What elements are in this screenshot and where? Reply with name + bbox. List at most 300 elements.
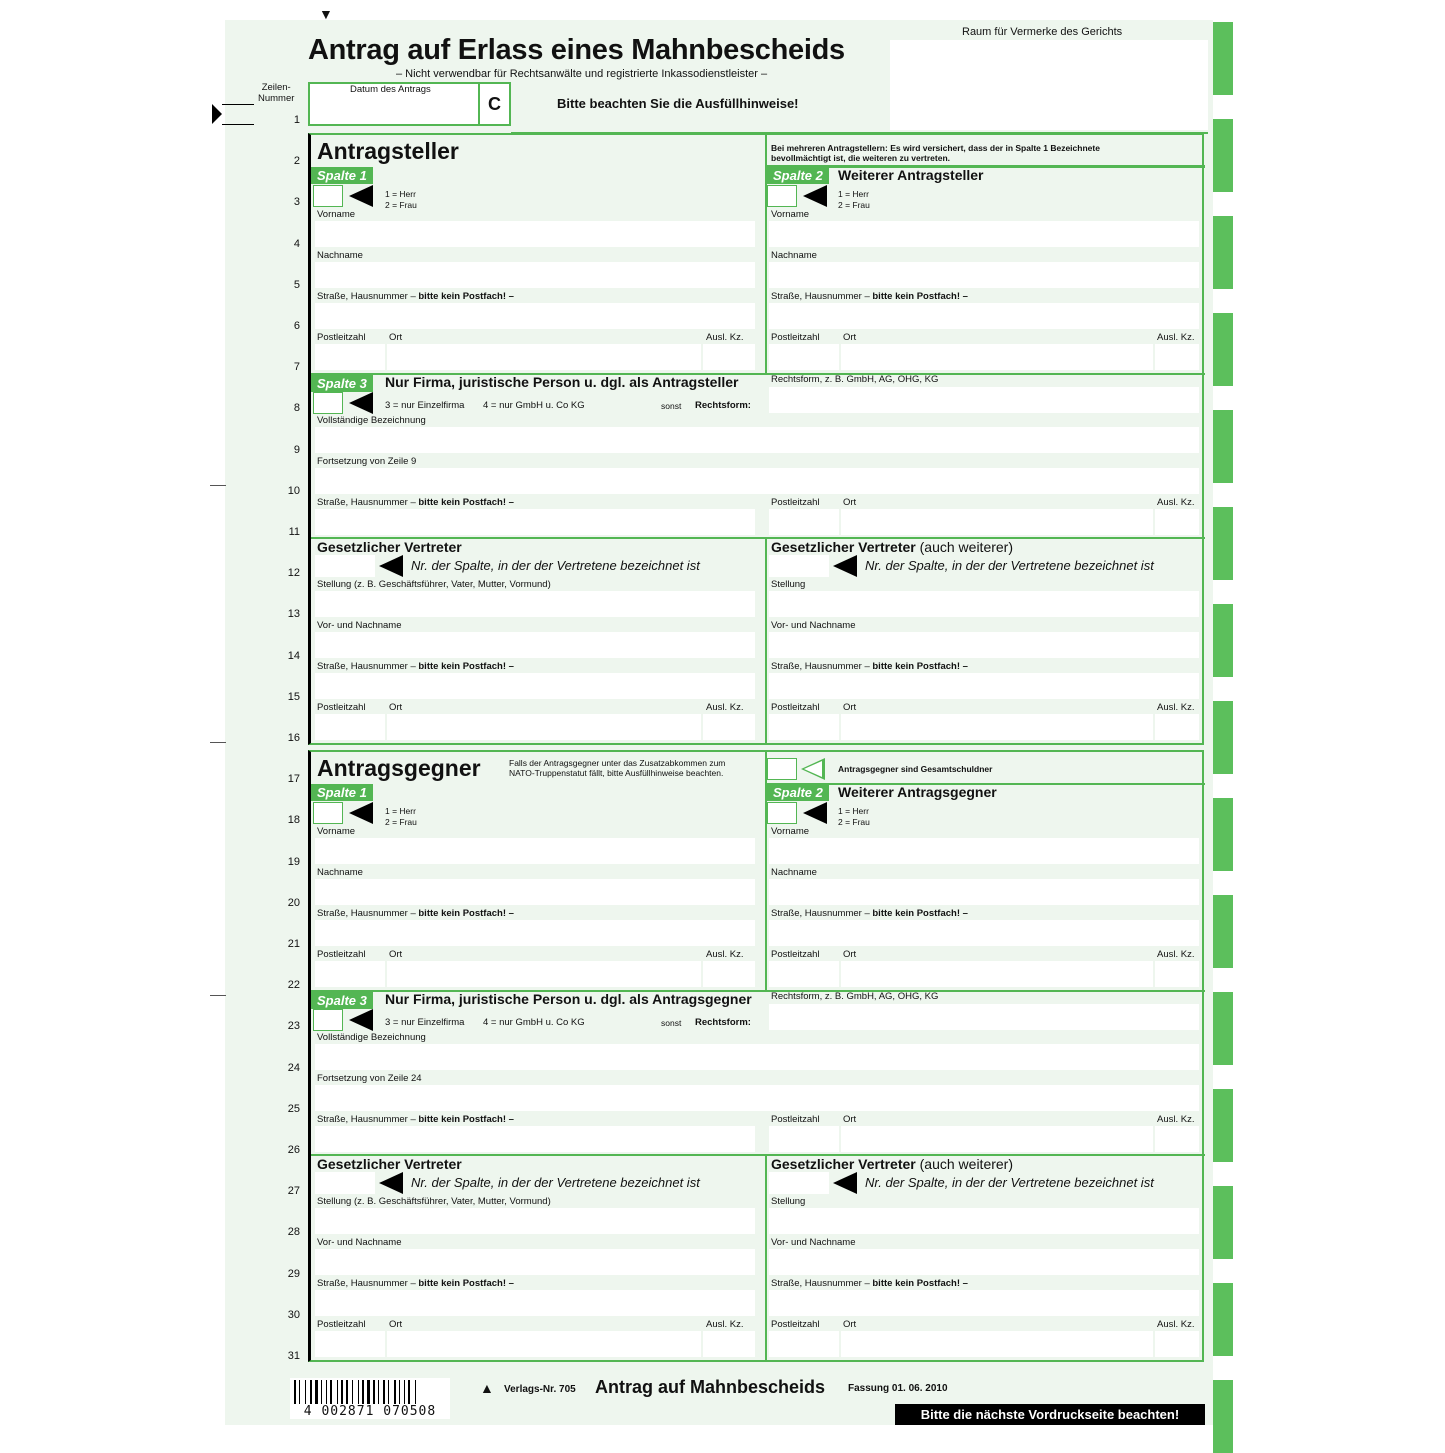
gv2-column-nr-field[interactable] [769,1172,829,1194]
edge-marker [1213,1380,1233,1453]
label-plz: Postleitzahl [317,332,366,343]
label-strasse-bold: bitte kein Postfach! – [418,1278,514,1289]
rechtsform-label: Rechtsform: [695,400,751,411]
date-box [308,82,511,126]
form-title: Antrag auf Erlass eines Mahnbescheids [308,34,845,66]
firma-strasse-field[interactable] [315,1126,755,1152]
spalte-2-badge: Spalte 2 [767,784,829,801]
edge-marker [1213,992,1233,1065]
label-strasse-bold: bitte kein Postfach! – [872,908,968,919]
date-label: Datum des Antrags [350,84,431,95]
auslkz-field[interactable] [703,344,755,370]
label-strasse-bold: bitte kein Postfach! – [872,661,968,672]
label-strasse-bold: bitte kein Postfach! – [872,1278,968,1289]
rechtsform-field[interactable] [769,387,1199,413]
line-number: 23 [287,1020,300,1033]
label-strasse-prefix: Straße, Hausnummer – [771,908,873,919]
nachname-field[interactable] [315,262,755,288]
label-vorname: Vorname [317,826,356,837]
barcode-bar [341,1380,343,1406]
barcode-bar [399,1380,400,1406]
fold-mark [210,995,226,996]
label-strasse-bold: bitte kein Postfach! – [418,291,514,302]
label-strasse-bold: bitte kein Postfach! – [872,291,968,302]
pointer-arrow-icon [349,392,373,414]
line-number: 13 [287,608,300,621]
rechtsform-hint: Rechtsform, z. B. GmbH, AG, OHG, KG [771,991,939,1002]
label-vollst: Vollständige Bezeichnung [317,1032,426,1043]
firma-title: Nur Firma, juristische Person u. dgl. als Antragsgegner [385,991,752,1007]
firma-option-4: 4 = nur GmbH u. Co KG [483,1017,585,1028]
label-strasse [317,661,514,672]
pointer-arrow-icon [349,185,373,207]
gv2-auslkz-field[interactable] [1155,714,1199,740]
label-ort: Ort [843,702,857,713]
anrede-options: 1 = Herr 2 = Frau [385,189,417,210]
label-auslkz: Ausl. Kz. [1157,1319,1195,1330]
line-number: 24 [287,1061,300,1074]
edge-marker [1213,1089,1233,1162]
gv-auslkz-field[interactable] [703,1331,755,1357]
line-number: 28 [287,1226,300,1239]
gv2-title-main: Gesetzlicher Vertreter [771,539,916,555]
anrede-box[interactable] [313,185,343,207]
anrede-options: 1 = Herr 2 = Frau [838,189,870,210]
gv2-auslkz-field[interactable] [1155,1331,1199,1357]
label-ort: Ort [843,1319,857,1330]
label-plz: Postleitzahl [771,702,820,713]
line-number: 7 [293,361,300,374]
line-number: 29 [287,1267,300,1280]
gv-name-field[interactable] [315,632,755,658]
label-ort: Ort [389,1319,403,1330]
barcode-bar [294,1380,296,1406]
gv2-plz-field[interactable] [769,714,839,740]
barcode-bar [310,1380,312,1406]
edge-marker [1213,604,1233,677]
vorname-field[interactable] [315,221,755,247]
label-ort: Ort [843,332,857,343]
hint-text: Bitte beachten Sie die Ausfüllhinweise! [557,96,799,111]
gv2-stellung-field[interactable] [769,1208,1199,1234]
spalte-2-badge: Spalte 2 [767,167,829,184]
label-strasse [317,291,514,302]
gv2-ort-field[interactable] [841,1331,1153,1357]
label-strasse [317,1278,514,1289]
edge-marker [1213,22,1233,95]
line-number: 3 [293,196,300,209]
gesamtschuldner-box[interactable] [767,758,797,780]
gv2-title [771,539,1013,555]
strasse-field[interactable] [315,920,755,946]
barcode-bar [408,1380,410,1406]
anrede-options: 1 = Herr 2 = Frau [838,806,870,827]
firma-auslkz-field[interactable] [1155,509,1199,535]
edge-marker [1213,216,1233,289]
gv-plz-field[interactable] [315,714,385,740]
section-heading: Antragsteller [317,138,459,164]
label-nachname: Nachname [317,250,363,261]
ort-field[interactable] [387,344,701,370]
gv2-title [771,1156,1013,1172]
barcode-bar [352,1380,353,1406]
barcode-bar [358,1380,359,1406]
plz-field-2[interactable] [769,344,839,370]
vorname-field[interactable] [315,838,755,864]
strasse-field[interactable] [315,303,755,329]
ort-field-2[interactable] [841,344,1153,370]
label-strasse-prefix: Straße, Hausnummer – [317,1278,419,1289]
line-number: 26 [287,1144,300,1156]
form-letter: C [488,94,501,114]
gv-stellung-field[interactable] [315,1208,755,1234]
label-plz: Postleitzahl [317,1319,366,1330]
label-ort: Ort [389,702,403,713]
fold-mark [210,742,226,743]
line-number: 16 [287,732,300,744]
label-vor-nach: Vor- und Nachname [771,620,856,631]
section-antragsgegner [308,750,1204,1362]
label-fortsetzung: Fortsetzung von Zeile 24 [317,1073,422,1084]
barcode [290,1378,450,1418]
label-strasse [317,497,514,508]
firma-title: Nur Firma, juristische Person u. dgl. als Antragsteller [385,374,739,390]
pointer-arrow-icon [349,802,373,824]
pointer-arrow-icon [803,802,827,824]
firma-ort-field[interactable] [841,1126,1153,1152]
firma-type-box[interactable] [313,1009,343,1031]
label-vorname: Vorname [771,826,810,837]
edge-marker [1213,1186,1233,1259]
line-number: 2 [293,155,300,168]
publisher-number: Verlags-Nr. 705 [504,1384,576,1395]
vorname-field-2[interactable] [769,221,1199,247]
line-number: 5 [293,278,300,291]
column-divider [765,537,767,745]
pointer-arrow-icon [379,555,403,577]
label-auslkz: Ausl. Kz. [1157,1114,1195,1125]
gv2-title-suffix: (auch weiterer) [919,1156,1014,1172]
gv-plz-field[interactable] [315,1331,385,1357]
label-strasse-prefix: Straße, Hausnummer – [317,291,419,302]
anrede-box[interactable] [313,802,343,824]
gv-title: Gesetzlicher Vertreter [317,539,462,555]
form-subtitle: – Nicht verwendbar für Rechtsanwälte und registrierte Inkassodienstleister – [396,68,768,80]
edge-marker [1213,119,1233,192]
label-strasse [317,908,514,919]
label-vorname: Vorname [771,209,810,220]
edge-marker [1213,895,1233,968]
barcode-bar [394,1380,396,1406]
label-ort: Ort [843,1114,857,1125]
firma-plz-field[interactable] [769,1126,839,1152]
label-strasse [771,908,968,919]
gv-nr-hint: Nr. der Spalte, in der der Vertretene bezeichnet ist [865,558,1154,573]
firma-plz-field[interactable] [769,509,839,535]
label-plz: Postleitzahl [771,1114,820,1125]
label-strasse-prefix: Straße, Hausnummer – [317,497,419,508]
gv-nr-hint: Nr. der Spalte, in der der Vertretene bezeichnet ist [411,558,700,573]
gv2-strasse-field[interactable] [769,673,1199,699]
label-auslkz: Ausl. Kz. [1157,949,1195,960]
edge-marker [1213,507,1233,580]
barcode-bar [404,1380,405,1406]
spalte-3-badge: Spalte 3 [311,375,373,392]
gv-nr-hint: Nr. der Spalte, in der der Vertretene bezeichnet ist [865,1175,1154,1190]
ort-field-2[interactable] [841,961,1153,987]
firma-option-3: 3 = nur Einzelfirma [385,1017,465,1028]
nato-note: Falls der Antragsgegner unter das Zusatzabkommen zum NATO-Truppenstatut fällt, bitte Ausfüllhinweise beachten. [509,758,726,778]
gv-column-nr-field[interactable] [315,555,375,577]
gv2-stellung-field[interactable] [769,591,1199,617]
nachname-field[interactable] [315,879,755,905]
vorname-field-2[interactable] [769,838,1199,864]
line-number: 6 [293,320,300,332]
gv2-column-nr-field[interactable] [769,555,829,577]
plz-field-2[interactable] [769,961,839,987]
triangle-marker-icon: ▼ [319,6,333,22]
barcode-bar [362,1380,364,1406]
pointer-arrow-icon [349,1009,373,1031]
label-stellung: Stellung (z. B. Geschäftsführer, Vater, Mutter, Vormund) [317,579,551,590]
gv2-title-suffix: (auch weiterer) [919,539,1014,555]
line-number: 17 [287,773,300,786]
barcode-bar [373,1380,375,1406]
label-auslkz: Ausl. Kz. [706,1319,744,1330]
gv2-name-field[interactable] [769,632,1199,658]
barcode-bar [346,1380,348,1406]
pointer-arrow-icon [833,555,857,577]
label-auslkz: Ausl. Kz. [706,702,744,713]
gv2-title-main: Gesetzlicher Vertreter [771,1156,916,1172]
label-stellung: Stellung (z. B. Geschäftsführer, Vater, Mutter, Vormund) [317,1196,551,1207]
label-strasse-prefix: Straße, Hausnummer – [317,908,419,919]
label-auslkz: Ausl. Kz. [706,332,744,343]
anrede-box-2[interactable] [767,185,797,207]
firma-strasse-field[interactable] [315,509,755,535]
footer-title: Antrag auf Mahnbescheids [595,1377,826,1397]
ort-field[interactable] [387,961,701,987]
line-number: 27 [287,1185,300,1198]
edge-marker [1213,1283,1233,1356]
line-number: 8 [293,402,300,415]
col2-title: Weiterer Antragsgegner [838,784,997,800]
marker-line [222,124,254,125]
gesamtschuldner-label: Antragsgegner sind Gesamtschuldner [838,764,993,774]
line-number: 1 [293,114,300,126]
pointer-arrow-icon [803,185,827,207]
gv-column-nr-field[interactable] [315,1172,375,1194]
gv2-plz-field[interactable] [769,1331,839,1357]
firma-type-box[interactable] [313,392,343,414]
rechtsform-label: Rechtsform: [695,1017,751,1028]
gv-ort-field[interactable] [387,1331,701,1357]
multi-applicant-note: Bei mehreren Antragstellern: Es wird versichert, dass der in Spalte 1 Bezeichnete bevollmächtigt ist, die weiteren zu vertreten. [771,143,1100,163]
line-number: 14 [287,649,300,662]
plz-field[interactable] [315,344,385,370]
court-note-label: Raum für Vermerke des Gerichts [962,26,1123,38]
barcode-bar [337,1380,338,1406]
label-vorname: Vorname [317,209,356,220]
gv-strasse-field[interactable] [315,1290,755,1316]
pointer-outline-icon [801,758,825,780]
barcode-bar [326,1380,327,1406]
barcode-bar [299,1380,300,1406]
spalte-1-badge: Spalte 1 [311,167,373,184]
label-strasse [771,661,968,672]
firma-option-4: 4 = nur GmbH u. Co KG [483,400,585,411]
fortsetzung-field[interactable] [315,468,1199,494]
label-plz: Postleitzahl [771,949,820,960]
label-strasse-bold: bitte kein Postfach! – [418,1114,514,1125]
line-number: 4 [293,237,300,250]
nachname-field-2[interactable] [769,262,1199,288]
gv-strasse-field[interactable] [315,673,755,699]
label-plz: Postleitzahl [771,497,820,508]
barcode-bar [330,1380,332,1406]
gv2-ort-field[interactable] [841,714,1153,740]
divider [765,166,1205,168]
sonst-label: sonst [661,401,682,411]
label-nachname: Nachname [771,250,817,261]
label-strasse-prefix: Straße, Hausnummer – [317,661,419,672]
label-plz: Postleitzahl [317,949,366,960]
divider [478,84,480,124]
spalte-1-badge: Spalte 1 [311,784,373,801]
line-number: 15 [287,690,300,703]
label-strasse-prefix: Straße, Hausnummer – [317,1114,419,1125]
label-plz: Postleitzahl [317,702,366,713]
gv2-name-field[interactable] [769,1249,1199,1275]
label-auslkz: Ausl. Kz. [1157,332,1195,343]
vollst-field[interactable] [315,427,1199,453]
line-number: 18 [287,814,300,827]
barcode-bars [294,1380,446,1406]
date-field[interactable] [312,96,478,122]
label-plz: Postleitzahl [771,332,820,343]
line-marker-icon [212,104,222,124]
edge-marker [1213,798,1233,871]
marker-line [222,104,254,105]
line-number: 10 [287,484,300,497]
label-stellung: Stellung [771,579,806,590]
label-strasse [317,1114,514,1125]
label-plz: Postleitzahl [771,1319,820,1330]
fortsetzung-field[interactable] [315,1085,1199,1111]
anrede-box-2[interactable] [767,802,797,824]
nachname-field-2[interactable] [769,879,1199,905]
label-strasse-prefix: Straße, Hausnummer – [771,1278,873,1289]
barcode-bar [315,1380,318,1406]
barcode-bar [378,1380,379,1406]
firma-option-3: 3 = nur Einzelfirma [385,400,465,411]
label-strasse-prefix: Straße, Hausnummer – [771,291,873,302]
label-strasse-bold: bitte kein Postfach! – [418,908,514,919]
gv2-strasse-field[interactable] [769,1290,1199,1316]
line-number-header: Zeilen- Nummer [258,82,295,104]
gv-auslkz-field[interactable] [703,714,755,740]
label-strasse-bold: bitte kein Postfach! – [418,661,514,672]
firma-ort-field[interactable] [841,509,1153,535]
anrede-options: 1 = Herr 2 = Frau [385,806,417,827]
label-vor-nach: Vor- und Nachname [317,1237,402,1248]
label-stellung: Stellung [771,1196,806,1207]
gv-nr-hint: Nr. der Spalte, in der der Vertretene bezeichnet ist [411,1175,700,1190]
label-strasse-prefix: Straße, Hausnummer – [771,661,873,672]
label-strasse-bold: bitte kein Postfach! – [418,497,514,508]
barcode-bar [383,1380,385,1406]
auslkz-field[interactable] [703,961,755,987]
barcode-number: 4 002871 070508 [290,1404,450,1419]
line-number: 20 [287,896,300,909]
edge-marker [1213,313,1233,386]
spalte-3-badge: Spalte 3 [311,992,373,1009]
firma-auslkz-field[interactable] [1155,1126,1199,1152]
auslkz-field-2[interactable] [1155,961,1199,987]
label-strasse [771,291,968,302]
barcode-bar [305,1380,306,1406]
label-ort: Ort [389,949,403,960]
label-vor-nach: Vor- und Nachname [771,1237,856,1248]
rechtsform-hint: Rechtsform, z. B. GmbH, AG, OHG, KG [771,374,939,385]
line-number: 25 [287,1102,300,1115]
pointer-arrow-icon [833,1172,857,1194]
pointer-arrow-icon [379,1172,403,1194]
label-vollst: Vollständige Bezeichnung [317,415,426,426]
next-page-banner: Bitte die nächste Vordruckseite beachten! [895,1404,1205,1425]
label-strasse [771,1278,968,1289]
label-nachname: Nachname [317,867,363,878]
label-nachname: Nachname [771,867,817,878]
auslkz-field-2[interactable] [1155,344,1199,370]
line-number: 30 [287,1308,300,1321]
barcode-bar [415,1380,416,1406]
edge-marker [1213,410,1233,483]
label-auslkz: Ausl. Kz. [1157,497,1195,508]
line-number: 9 [293,443,300,456]
gv-stellung-field[interactable] [315,591,755,617]
barcode-bar [388,1380,389,1406]
label-auslkz: Ausl. Kz. [1157,702,1195,713]
edge-marker [1213,701,1233,774]
strasse-field-2[interactable] [769,303,1199,329]
fold-mark [210,485,226,486]
sonst-label: sonst [661,1018,682,1028]
line-number: 31 [287,1350,300,1362]
publisher-logo-icon: ▲ [480,1380,494,1396]
vollst-field[interactable] [315,1044,1199,1070]
label-fortsetzung: Fortsetzung von Zeile 9 [317,456,417,467]
court-note-box [890,26,1208,130]
section-heading: Antragsgegner [317,755,481,781]
label-ort: Ort [389,332,403,343]
line-number: 21 [287,938,300,950]
rechtsform-field[interactable] [769,1004,1199,1030]
label-ort: Ort [843,949,857,960]
gv-title: Gesetzlicher Vertreter [317,1156,462,1172]
strasse-field-2[interactable] [769,920,1199,946]
label-vor-nach: Vor- und Nachname [317,620,402,631]
plz-field[interactable] [315,961,385,987]
line-number: 19 [287,855,300,868]
version-label: Fassung 01. 06. 2010 [848,1383,948,1394]
col2-title: Weiterer Antragsteller [838,167,984,183]
barcode-bar [321,1380,322,1406]
gv-name-field[interactable] [315,1249,755,1275]
column-divider [765,1154,767,1362]
gv-ort-field[interactable] [387,714,701,740]
barcode-bar [367,1380,370,1406]
